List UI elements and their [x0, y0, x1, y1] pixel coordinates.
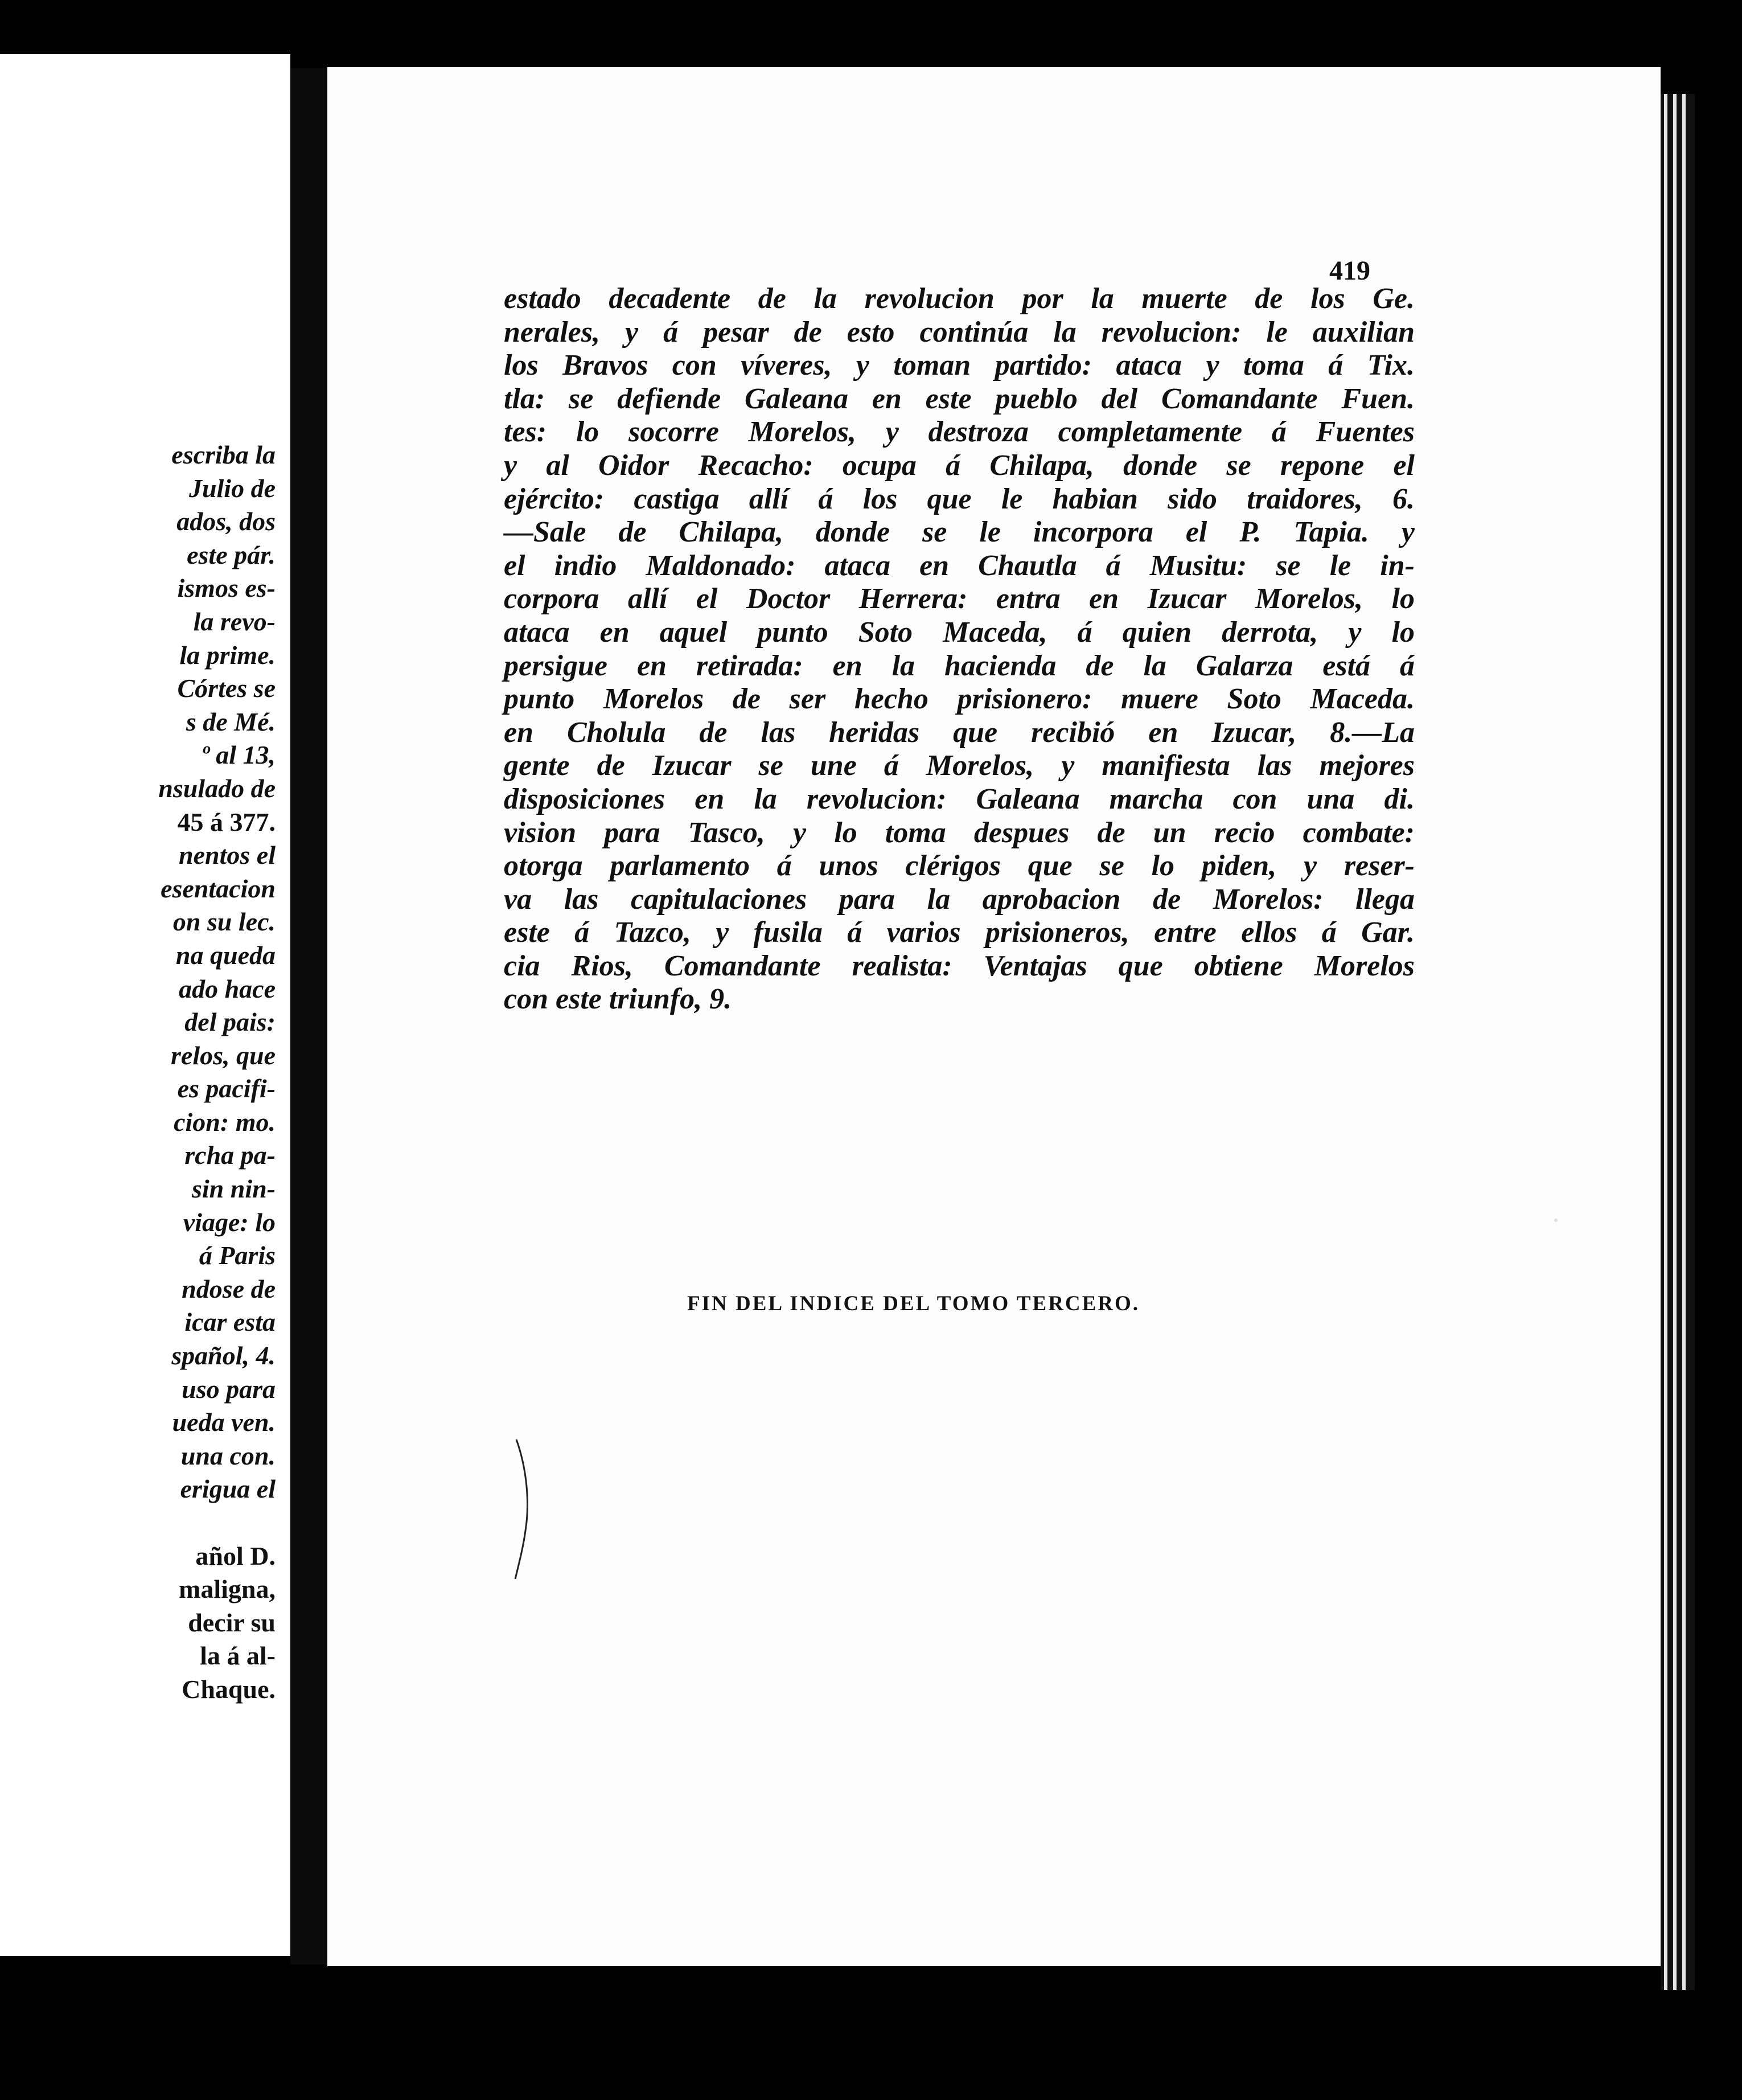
right-page: [327, 67, 1661, 1966]
left-line: añol D.: [195, 1541, 276, 1570]
index-line: y al Oidor Recacho: ocupa á Chilapa, donde se repone el: [504, 449, 1415, 482]
left-line: una con.: [180, 1441, 276, 1470]
index-line: gente de Izucar se une á Morelos, y manifiesta las mejores: [504, 749, 1415, 782]
index-line: ataca en aquel punto Soto Maceda, á quien derrota, y lo: [504, 616, 1415, 649]
index-paragraph: [504, 282, 1415, 1016]
left-line: es pacifi-: [177, 1074, 276, 1104]
page-edges: [1661, 94, 1695, 1990]
index-line: estado decadente de la revolucion por la muerte de los Ge.: [504, 282, 1415, 315]
left-line: ado hace: [179, 974, 276, 1003]
left-line: rcha pa-: [184, 1141, 276, 1170]
left-line: s de Mé.: [186, 707, 276, 736]
index-line: va las capitulaciones para la aprobacion de Morelos: llega: [504, 883, 1415, 916]
index-line: vision para Tasco, y lo toma despues de un recio combate:: [504, 816, 1415, 849]
left-line: la á al-: [200, 1641, 276, 1671]
left-line: erigua el: [180, 1474, 276, 1504]
left-line: [158, 1506, 276, 1540]
left-line: spañol, 4.: [171, 1341, 276, 1371]
left-page: [0, 54, 290, 1956]
left-line: viage: lo: [183, 1207, 276, 1237]
index-line: en Cholula de las heridas que recibió en Izucar, 8.—La: [504, 716, 1415, 749]
index-line: los Bravos con víveres, y toman partido: ataca y toma á Tix.: [504, 349, 1415, 382]
left-line: on su lec.: [172, 907, 276, 937]
left-line: ados, dos: [176, 507, 276, 536]
left-line: á Paris: [199, 1241, 276, 1270]
book-gutter: [290, 68, 330, 1964]
left-line: icar esta: [184, 1307, 276, 1337]
left-line: Chaque.: [182, 1674, 276, 1704]
left-line: esentacion: [161, 873, 276, 903]
left-line: na queda: [175, 940, 276, 970]
index-line: cia Rios, Comandante realista: Ventajas que obtiene Morelos: [504, 949, 1415, 982]
left-page-text: [158, 438, 276, 1707]
end-of-index-heading: FIN DEL INDICE DEL TOMO TERCERO.: [687, 1292, 1140, 1315]
index-line: tes: lo socorre Morelos, y destroza completamente á Fuentes: [504, 416, 1415, 449]
left-line: º al 13,: [201, 740, 276, 770]
index-line: disposiciones en la revolucion: Galeana marcha con una di.: [504, 782, 1415, 815]
index-line: punto Morelos de ser hecho prisionero: muere Soto Maceda.: [504, 683, 1415, 716]
index-line: otorga parlamento á unos clérigos que se lo piden, y reser-: [504, 850, 1415, 883]
index-line: —Sale de Chilapa, donde se le incorpora el P. Tapia. y: [504, 516, 1415, 549]
left-line: del pais:: [184, 1007, 276, 1037]
left-line: la prime.: [179, 640, 276, 670]
left-line: relos, que: [171, 1040, 276, 1070]
left-line: nentos el: [179, 840, 276, 870]
left-line: Córtes se: [177, 674, 276, 703]
index-line: con este triunfo, 9.: [504, 983, 732, 1016]
left-line: nsulado de: [158, 773, 276, 803]
left-line: sin nin-: [191, 1174, 276, 1204]
page-number: 419: [1329, 256, 1370, 286]
speck: [1554, 1219, 1558, 1222]
index-line: tla: se defiende Galeana en este pueblo del Comandante Fuen.: [504, 382, 1415, 415]
left-line: la revo-: [193, 606, 276, 636]
index-line: ejército: castiga allí á los que le habian sido traidores, 6.: [504, 482, 1415, 515]
left-line: 45 á 377.: [177, 807, 276, 836]
left-line: uso para: [182, 1374, 276, 1404]
index-line: corpora allí el Doctor Herrera: entra en Izucar Morelos, lo: [504, 583, 1415, 616]
pencil-mark: [511, 1434, 533, 1582]
index-line: el indio Maldonado: ataca en Chautla á Musitu: se le in-: [504, 549, 1415, 582]
left-line: cion: mo.: [174, 1107, 276, 1137]
left-line: ndose de: [182, 1274, 276, 1303]
left-line: ueda ven.: [172, 1408, 276, 1437]
left-line: Julio de: [188, 473, 276, 503]
left-line: escriba la: [171, 440, 276, 469]
left-line: maligna,: [179, 1574, 276, 1604]
left-line: ismos es-: [177, 573, 276, 603]
index-line: persigue en retirada: en la hacienda de la Galarza está á: [504, 649, 1415, 682]
left-line: decir su: [188, 1607, 276, 1637]
index-line: este á Tazco, y fusila á varios prisioneros, entre ellos á Gar.: [504, 916, 1415, 949]
left-line: este pár.: [187, 540, 276, 569]
index-line: nerales, y á pesar de esto continúa la revolucion: le auxilian: [504, 315, 1415, 348]
